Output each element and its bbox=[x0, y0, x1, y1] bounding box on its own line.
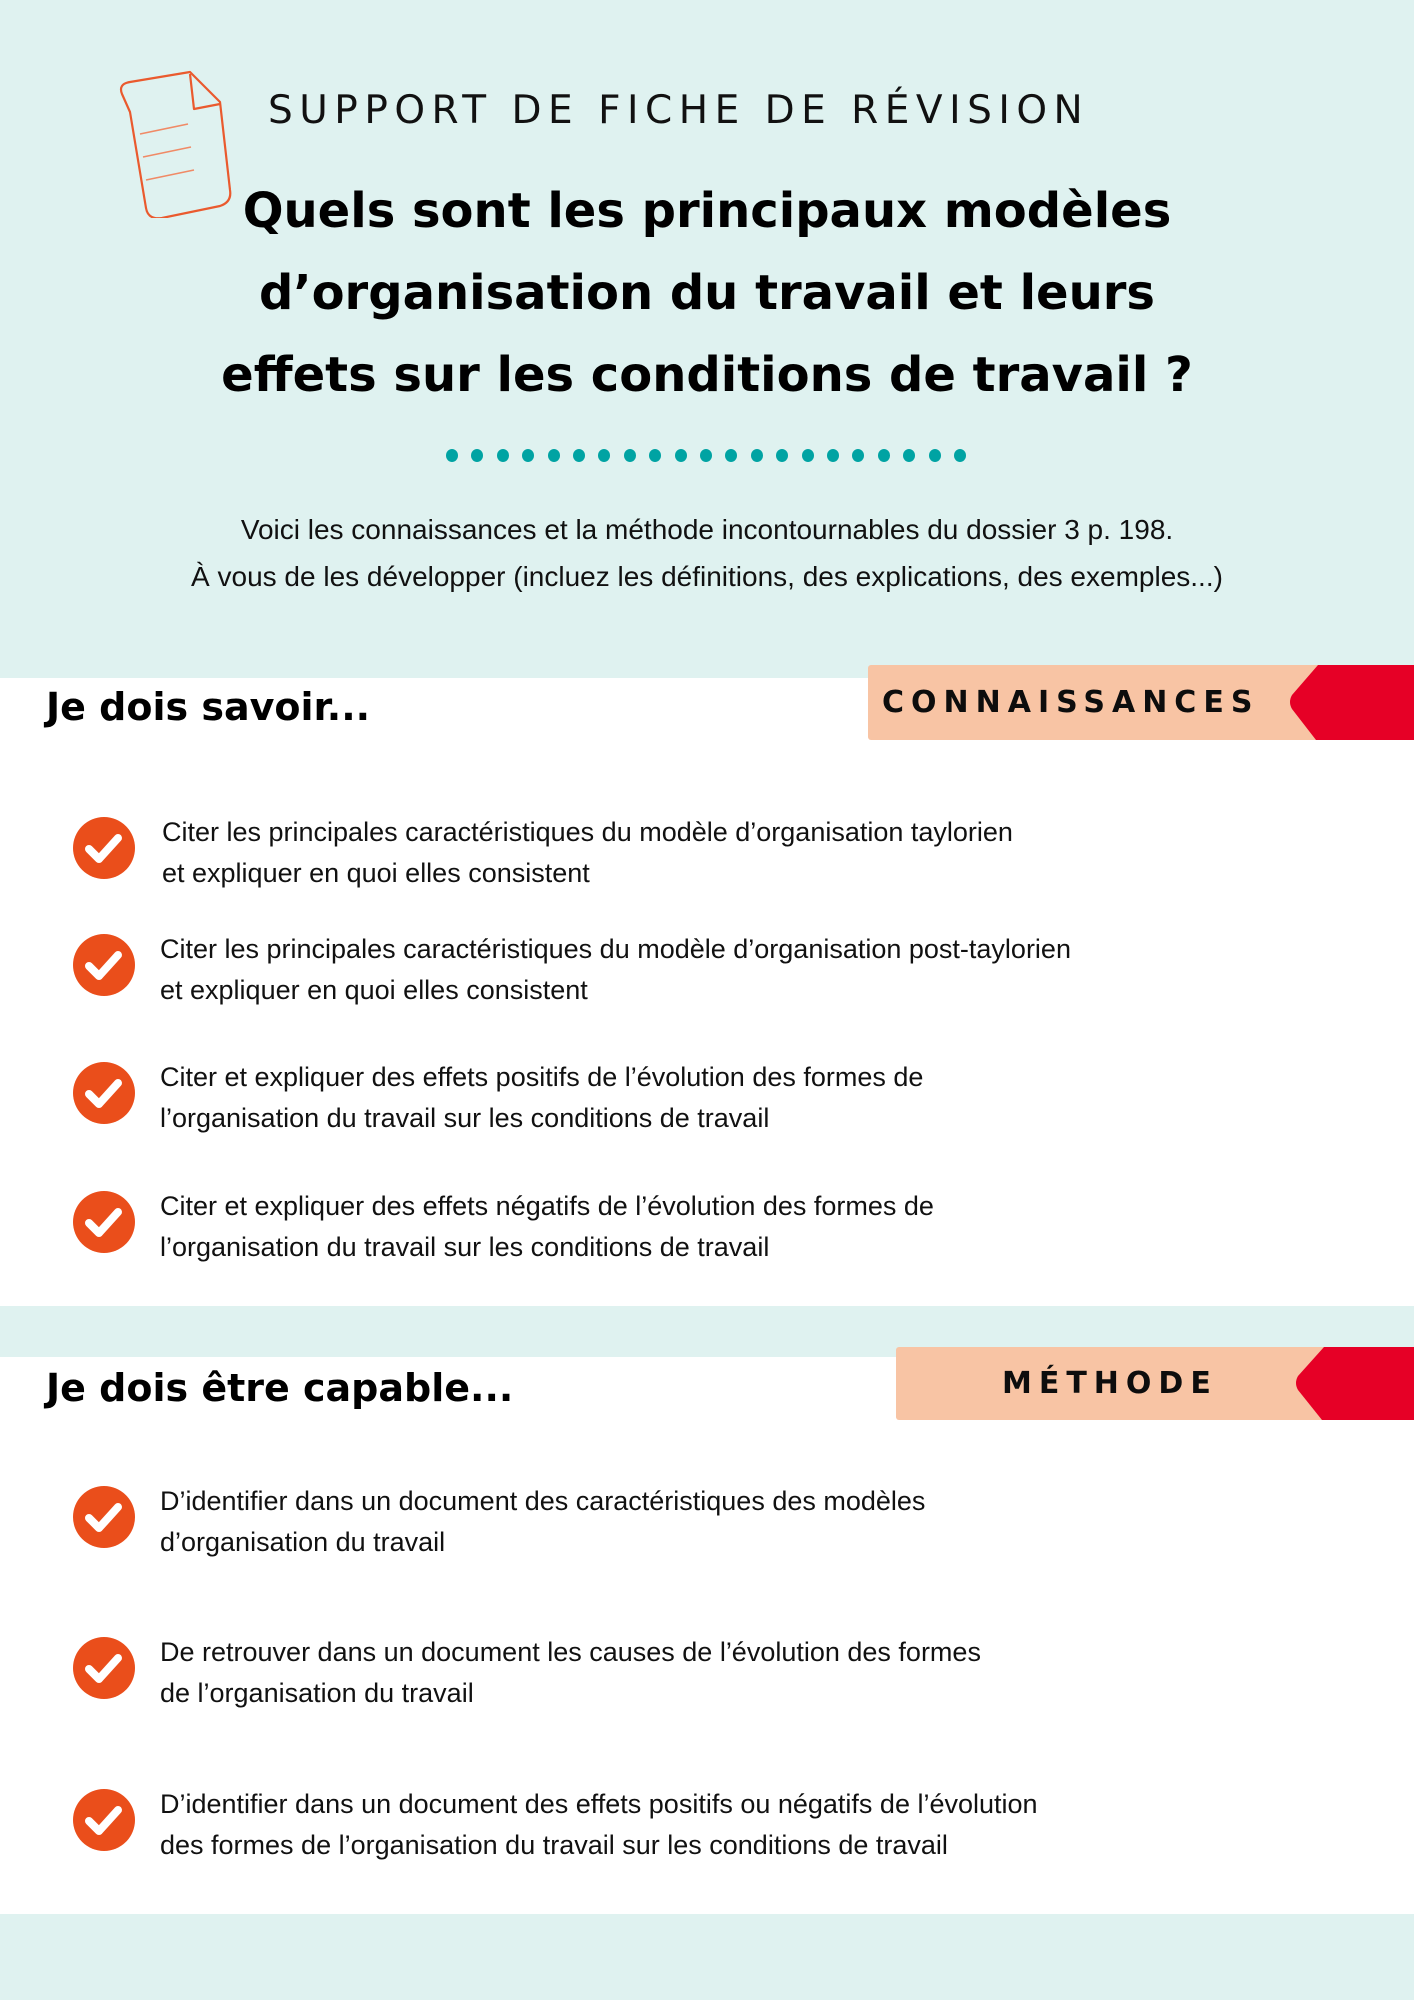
page-kicker: SUPPORT DE FICHE DE RÉVISION bbox=[268, 88, 1090, 133]
divider-dot bbox=[675, 449, 687, 462]
divider-dot bbox=[725, 449, 737, 462]
item-line: d’organisation du travail bbox=[160, 1527, 446, 1557]
footer-band bbox=[0, 1914, 1414, 2000]
divider-dot bbox=[852, 449, 864, 462]
item-line: et expliquer en quoi elles consistent bbox=[160, 975, 588, 1005]
section-heading-knowledge: Je dois savoir... bbox=[46, 685, 371, 729]
item-line: Citer et expliquer des effets négatifs de l’évolution des formes de bbox=[160, 1191, 934, 1221]
divider-dot bbox=[548, 449, 560, 462]
item-line: Citer les principales caractéristiques du modèle d’organisation taylorien bbox=[162, 817, 1013, 847]
divider-dot bbox=[954, 449, 966, 462]
list-item bbox=[72, 929, 1272, 1009]
check-icon bbox=[72, 816, 136, 880]
intro-text bbox=[0, 506, 1414, 600]
dotted-divider bbox=[446, 449, 976, 463]
item-line: de l’organisation du travail bbox=[160, 1678, 474, 1708]
item-line: des formes de l’organisation du travail sur les conditions de travail bbox=[160, 1830, 948, 1860]
item-text bbox=[160, 1057, 923, 1139]
intro-line: À vous de les développer (incluez les définitions, des explications, des exemples...) bbox=[191, 561, 1223, 592]
check-icon bbox=[72, 1636, 136, 1700]
list-item bbox=[72, 1481, 1272, 1561]
title-line: Quels sont les principaux modèles bbox=[242, 183, 1172, 239]
divider-dot bbox=[878, 449, 890, 462]
item-text bbox=[160, 929, 1071, 1011]
banner-connaissances bbox=[868, 665, 1414, 740]
check-icon bbox=[72, 1061, 136, 1125]
title-line: effets sur les conditions de travail ? bbox=[221, 347, 1193, 403]
divider-dot bbox=[903, 449, 915, 462]
check-icon bbox=[72, 1788, 136, 1852]
item-text bbox=[160, 1481, 925, 1563]
divider-dot bbox=[649, 449, 661, 462]
divider-dot bbox=[827, 449, 839, 462]
item-line: D’identifier dans un document des effets positifs ou négatifs de l’évolution bbox=[160, 1789, 1038, 1819]
page-title bbox=[150, 170, 1264, 416]
item-line: et expliquer en quoi elles consistent bbox=[162, 858, 590, 888]
list-item bbox=[72, 812, 1272, 892]
check-icon bbox=[72, 1485, 136, 1549]
item-line: Citer et expliquer des effets positifs de l’évolution des formes de bbox=[160, 1062, 924, 1092]
intro-line: Voici les connaissances et la méthode incontournables du dossier 3 p. 198. bbox=[240, 514, 1174, 545]
banner-tab-icon bbox=[1296, 1347, 1414, 1420]
banner-label: CONNAISSANCES bbox=[882, 685, 1260, 720]
list-item bbox=[72, 1186, 1272, 1266]
check-icon bbox=[72, 933, 136, 997]
divider-dot bbox=[497, 449, 509, 462]
divider-dot bbox=[522, 449, 534, 462]
divider-dot bbox=[573, 449, 585, 462]
list-item bbox=[72, 1784, 1272, 1864]
divider-dot bbox=[598, 449, 610, 462]
divider-dot bbox=[802, 449, 814, 462]
divider-dot bbox=[471, 449, 483, 462]
divider-dot bbox=[751, 449, 763, 462]
list-item bbox=[72, 1632, 1272, 1712]
list-item bbox=[72, 1057, 1272, 1137]
title-line: d’organisation du travail et leurs bbox=[258, 265, 1155, 321]
item-text bbox=[160, 1186, 934, 1268]
divider-dot bbox=[700, 449, 712, 462]
item-text bbox=[160, 1784, 1038, 1866]
item-text bbox=[160, 1632, 981, 1714]
banner-label: MÉTHODE bbox=[1002, 1366, 1218, 1401]
item-line: De retrouver dans un document les causes de l’évolution des formes bbox=[160, 1637, 981, 1667]
item-line: Citer les principales caractéristiques du modèle d’organisation post-taylorien bbox=[160, 934, 1071, 964]
banner-tab-icon bbox=[1290, 665, 1414, 740]
item-line: l’organisation du travail sur les conditions de travail bbox=[160, 1103, 770, 1133]
item-line: D’identifier dans un document des caractéristiques des modèles bbox=[160, 1486, 926, 1516]
divider-dot bbox=[446, 449, 458, 462]
banner-methode bbox=[896, 1347, 1414, 1420]
divider-dot bbox=[624, 449, 636, 462]
item-line: l’organisation du travail sur les conditions de travail bbox=[160, 1232, 770, 1262]
item-text bbox=[162, 812, 1013, 894]
check-icon bbox=[72, 1190, 136, 1254]
divider-dot bbox=[929, 449, 941, 462]
section-heading-method: Je dois être capable... bbox=[46, 1366, 514, 1410]
divider-dot bbox=[776, 449, 788, 462]
